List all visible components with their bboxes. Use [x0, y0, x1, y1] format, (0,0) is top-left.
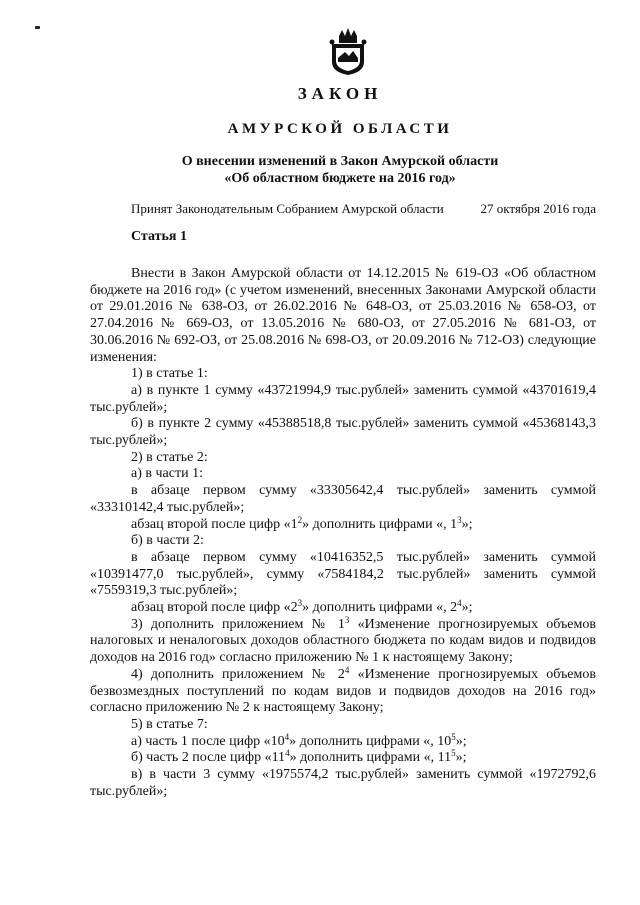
region-title: АМУРСКОЙ ОБЛАСТИ [227, 121, 453, 137]
item-2a-2: абзац второй после цифр «$1^2$» дополнить цифрами «, $1^3$»; [131, 514, 473, 532]
coat-of-arms-icon [328, 28, 368, 76]
article-body [90, 266, 596, 801]
item-5a: а) часть 1 после цифр «$10^4$» дополнить цифрами «, $10^5$»; [131, 731, 467, 749]
law-title: ЗАКОН [297, 84, 383, 103]
item-5b: б) часть 2 после цифр «$11^4$» дополнить цифрами «, $11^5$»; [131, 748, 467, 766]
item-2: 2) в статье 2: [131, 449, 208, 465]
item-1a: а) в пункте 1 сумму «43721994,9 тыс.рублей» заменить суммой «43701619,4 тыс.рублей»; [90, 382, 596, 415]
item-2a: а) в части 1: [131, 466, 203, 482]
item-4: 4) дополнить приложением № $2^4$ «Изменение прогнозируемых объемов безвозмездных поступлений по кодам видов и подвидов доходов на 2016 год» согласно приложению № 2 к настоящему Закону; [90, 664, 596, 716]
item-3: 3) дополнить приложением № $1^3$ «Изменение прогнозируемых объемов налоговых и неналоговых доходов областного бюджета по кодам видов и подвидов доходов на 2016 год» согласно приложению № 1 к настоящему Закону; [90, 614, 596, 666]
item-2a-1: в абзаце первом сумму «33305642,4 тыс.рублей» заменить суммой «33310142,4 тыс.рублей»; [90, 483, 596, 515]
item-1: 1) в статье 1: [131, 366, 208, 382]
law-subject-line-1: О внесении изменений в Закон Амурской области [181, 154, 499, 169]
adopted-date: 27 октября 2016 года [480, 201, 596, 216]
item-2b-1: в абзаце первом сумму «10416352,5 тыс.рублей» заменить суммой «10391477,0 тыс.рублей», сумму «7584184,2 тыс.рублей» заменить суммой «7559319,3 тыс.рублей»; [90, 549, 596, 599]
law-subject [20, 153, 640, 187]
item-2b: б) в части 2: [131, 533, 204, 549]
item-1b: б) в пункте 2 сумму «45388518,8 тыс.рублей» заменить суммой «45368143,3 тыс.рублей»; [90, 416, 596, 449]
item-2b-2: абзац второй после цифр «$2^3$» дополнить цифрами «, $2^4$»; [131, 598, 473, 616]
item-5c: в) в части 3 сумму «1975574,2 тыс.рублей» заменить суммой «1972792,6 тыс.рублей»; [90, 767, 596, 799]
item-5: 5) в статье 7: [131, 716, 208, 732]
adopted-by: Принят Законодательным Собранием Амурской области [131, 201, 444, 216]
law-subject-line-2: «Об областном бюджете на 2016 год» [224, 171, 456, 186]
article-heading: Статья 1 [131, 229, 187, 244]
intro-paragraph: Внести в Закон Амурской области от 14.12.2015 № 619-ОЗ «Об областном бюджете на 2016 год» (с учетом изменений, внесенных Законами Амурской области от 29.01.2016 № 638-ОЗ, от 26.02.2016 № 648-ОЗ, от 25.03.2016 № 658-ОЗ, от 27.04.2016 № 669-ОЗ, от 13.05.2016 № 680-ОЗ, от 27.05.2016 № 681-ОЗ, от 30.06.2016 № 692-ОЗ, от 25.08.2016 № 698-ОЗ, от 20.09.2016 № 712-ОЗ) следующие изменения: [90, 266, 596, 365]
scan-speck [35, 26, 40, 29]
